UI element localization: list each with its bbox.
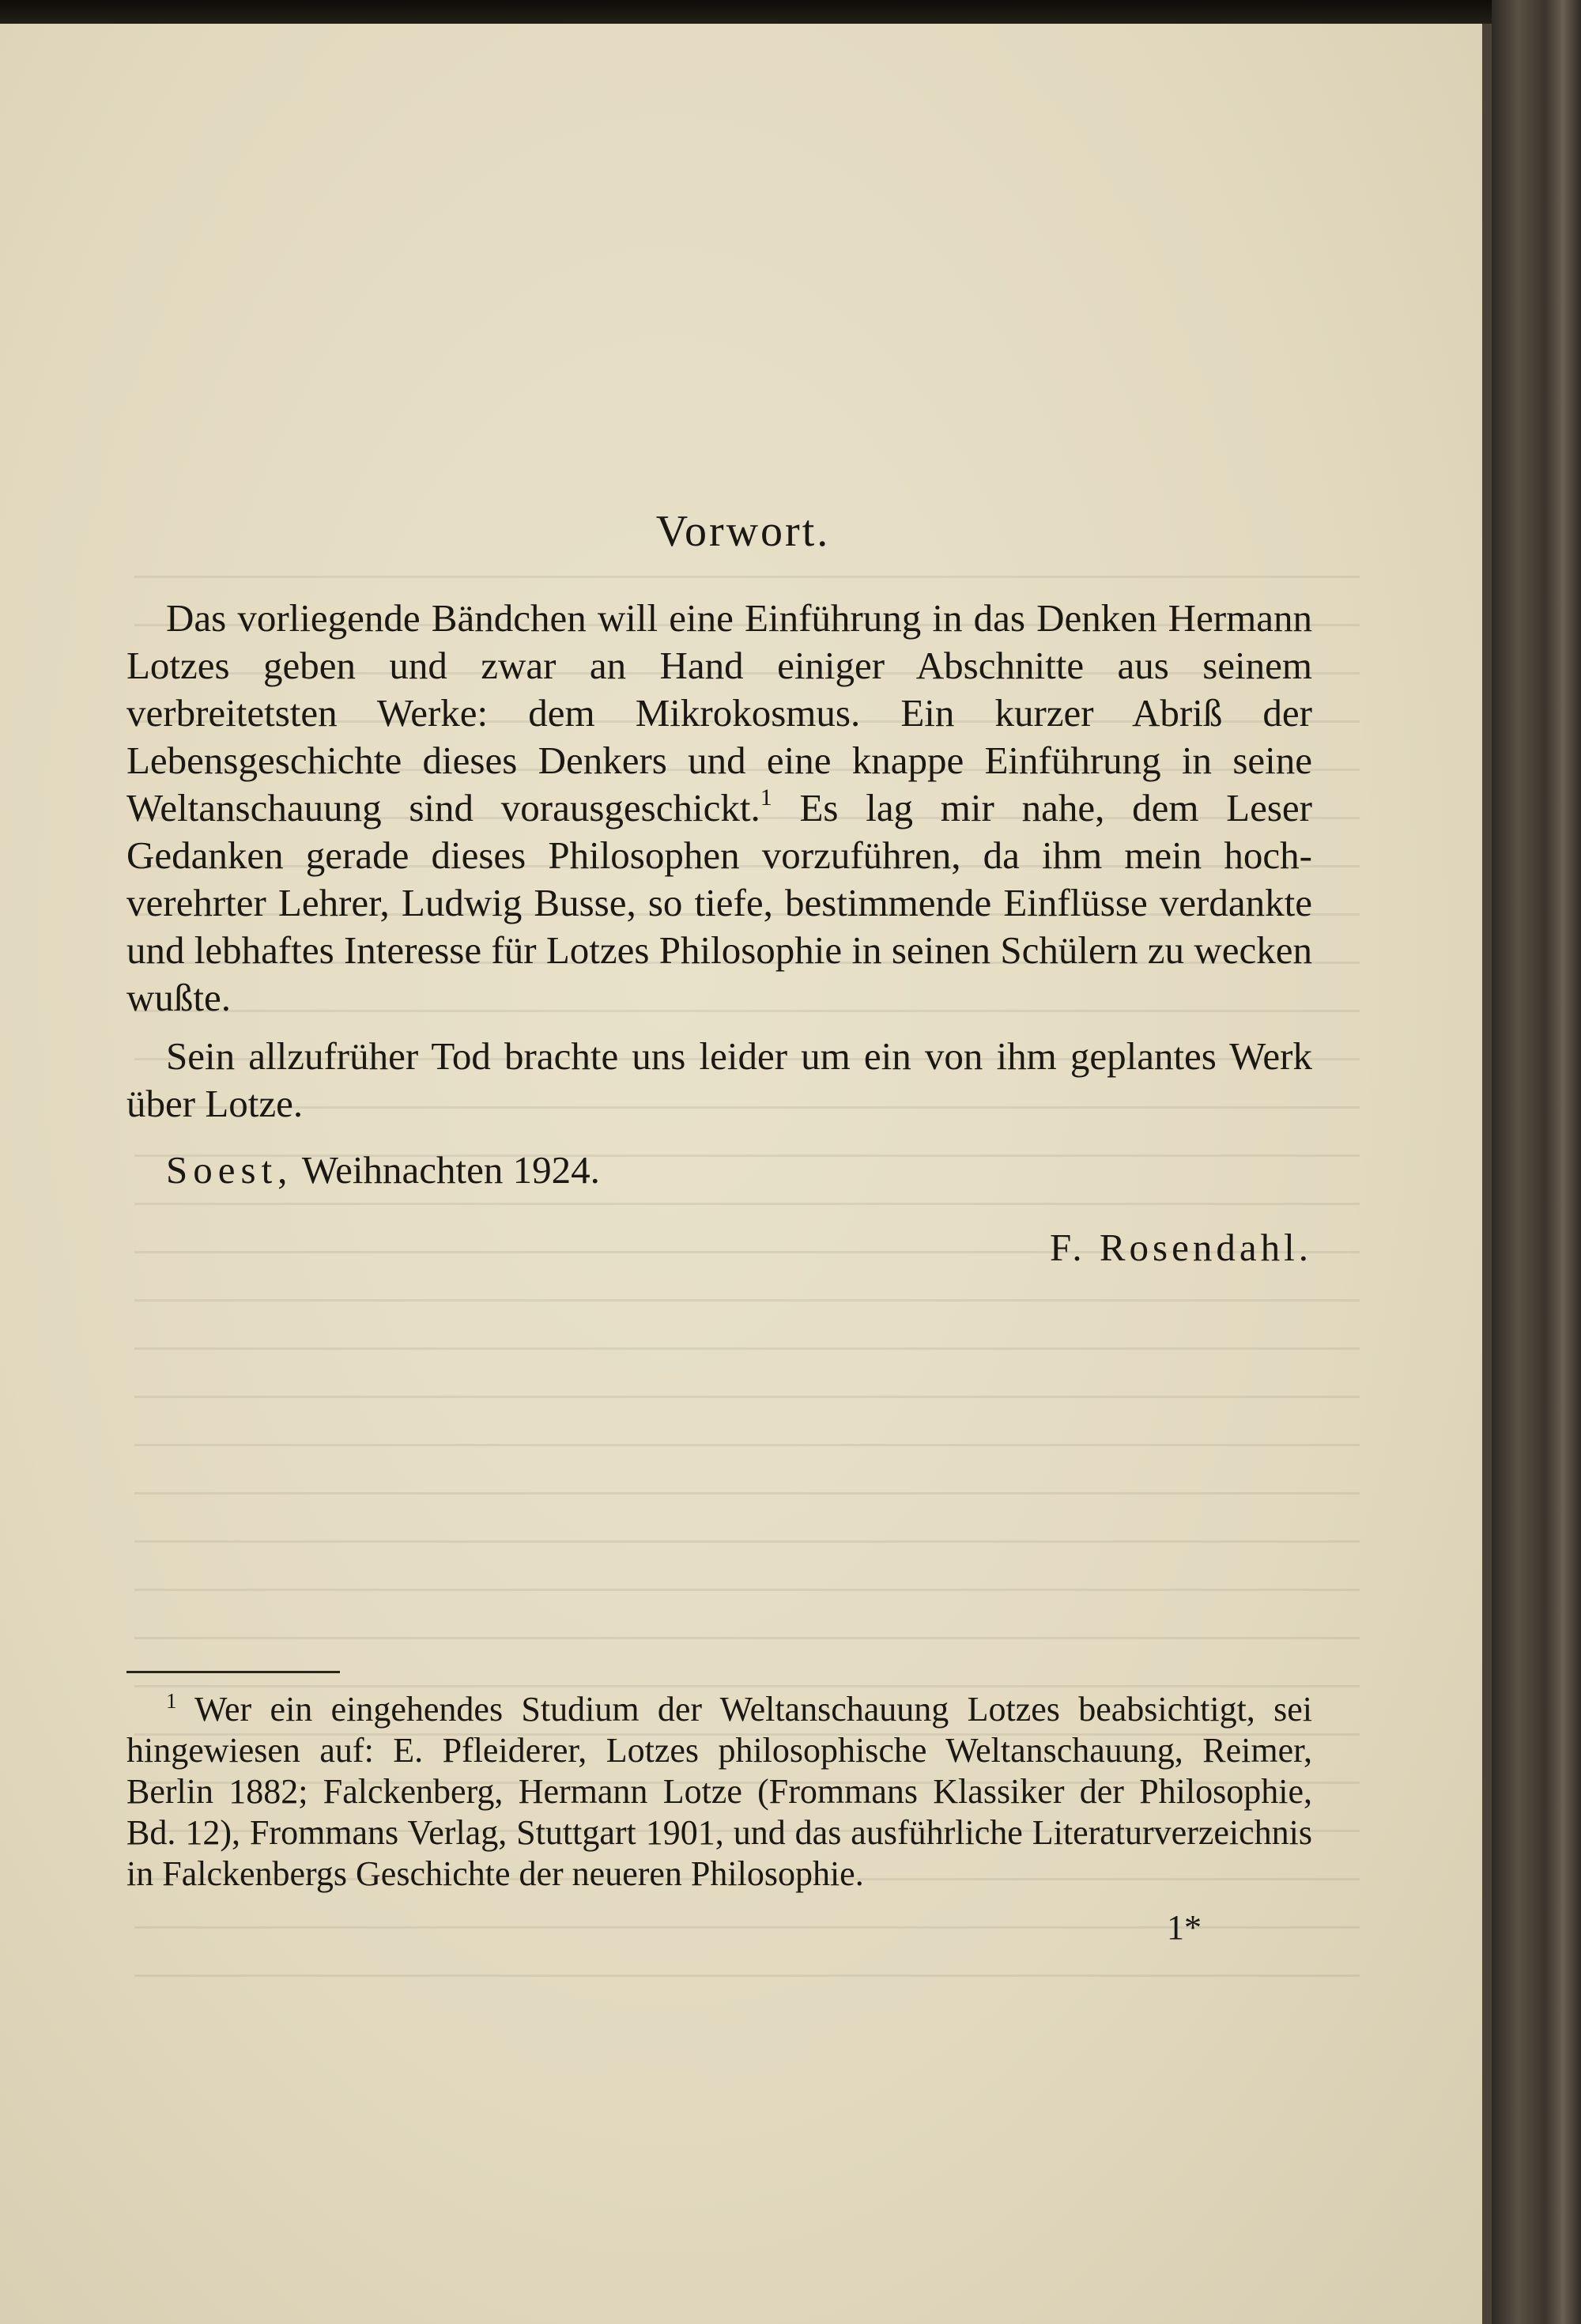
page-gutter-shadow (1482, 24, 1492, 2324)
dateline-date: Weihnachten 1924. (292, 1148, 600, 1192)
footnote (126, 1689, 1312, 1895)
footnote-reference: 1 (760, 784, 772, 811)
author-signature: F. Rosendahl. (1050, 1226, 1312, 1269)
paragraph-1 (126, 595, 1312, 1022)
book-spine (1492, 0, 1581, 2324)
dateline (166, 1147, 1312, 1194)
paragraph-1-continuation: Es lag mir nahe, dem Leser Gedanken gerade dieses Philosophen vorzuführen, da ihm mein hochverehrter Lehrer, Ludwig Busse, so tiefe, bestimmende Einflüsse verdankte und lebhaftes Interesse für Lotzes Philosophie in seinen Schülern zu wecken wußte. (126, 786, 1312, 1019)
page-title: Vorwort. (655, 507, 831, 556)
page-content (126, 506, 1312, 1948)
paragraph-2: Sein allzufrüher Tod brachte uns leider um ein von ihm geplantes Werk über Lotze. (126, 1034, 1312, 1125)
page-number: 1* (1167, 1908, 1202, 1947)
footnote-marker: 1 (166, 1689, 177, 1713)
dateline-place: Soest, (166, 1148, 293, 1192)
footnote-text: Wer ein eingehendes Studium der Weltanschauung Lotzes beabsichtigt, sei hingewiesen auf: E. Pfleiderer, Lotzes philosophische Weltanschauung, Reimer, Berlin 1882; Falckenberg, Hermann Lotze (Frommans Klassiker der Philosophie, Bd. 12), Frommans Verlag, Stuttgart 1901, und das ausführliche Literaturverzeichnis in Falckenbergs Geschichte der neueren Philosophie. (126, 1690, 1312, 1893)
paragraph-1-text: Das vorliegende Bändchen will eine Einführung in das Denken Hermann Lotzes geben und zwar an Hand einiger Abschnitte aus seinem verbreitetsten Werke: dem Mikrokosmus. Ein kurzer Abriß der Lebensgeschichte dieses Denkers und eine knappe Einführung in seine Weltanschauung sind vorausgeschickt. (126, 596, 1312, 829)
footnote-divider (126, 1671, 340, 1673)
